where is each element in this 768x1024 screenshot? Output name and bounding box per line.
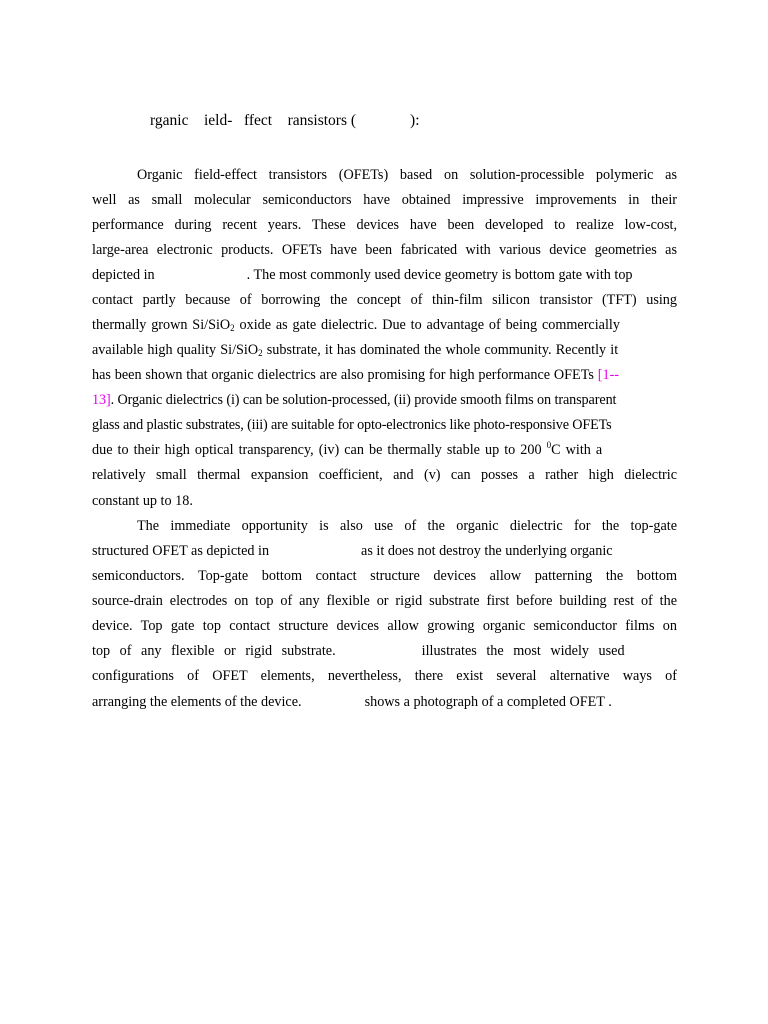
heading-part: ield- [203, 112, 233, 129]
heading-part: ): [410, 112, 420, 129]
heading-part: ransistors ( [287, 112, 357, 129]
paragraph-1-line-8 [92, 340, 677, 360]
text-run: has been shown that organic dielectrics are also promising for high performance OFETs [92, 367, 598, 383]
paragraph-1-line-11: glass and plastic substrates, (iii) are suitable for opto-electronics like photo-responsive OFETs [92, 417, 612, 433]
subscript: 2 [258, 348, 263, 358]
paragraph-1-line-12 [92, 440, 677, 460]
text-run: shows a photograph of a completed OFET . [364, 694, 612, 710]
text-run: . The most commonly used device geometry is bottom gate with top [246, 267, 633, 283]
paragraph-1-line-7 [92, 315, 677, 335]
paragraph-1-line-13: relatively small thermal expansion coefficient, and (v) can posses a rather high dielectric [92, 467, 677, 483]
paragraph-1-line-5 [92, 265, 677, 285]
paragraph-1-line-3: performance during recent years. These devices have been developed to realize low-cost, [92, 217, 677, 233]
paragraph-2-line-8 [92, 692, 677, 712]
text-run: . Organic dielectrics (i) can be solution-processed, (ii) provide smooth films on transparent [110, 392, 617, 408]
heading-part: ffect [243, 112, 273, 129]
section-heading [150, 111, 420, 131]
paragraph-1-line-4: large-area electronic products. OFETs have been fabricated with various device geometries as [92, 242, 677, 258]
paragraph-1-line-6: contact partly because of borrowing the concept of thin-film silicon transistor (TFT) using [92, 292, 677, 308]
citation-link[interactable]: [1-- [597, 367, 620, 383]
paragraph-2-line-2 [92, 541, 677, 561]
paragraph-2-line-7: configurations of OFET elements, nevertheless, there exist several alternative ways of [92, 668, 677, 684]
superscript: 0 [546, 440, 552, 450]
text-run: top of any flexible or rigid substrate. [92, 643, 336, 659]
paragraph-2-line-1: The immediate opportunity is also use of the organic dielectric for the top-gate [137, 518, 677, 534]
paragraph-1-line-10 [92, 390, 677, 410]
text-run: oxide as gate dielectric. Due to advantage of being commercially [234, 317, 620, 333]
paragraph-1-line-9 [92, 365, 677, 385]
paragraph-2-line-3: semiconductors. Top-gate bottom contact structure devices allow patterning the bottom [92, 568, 677, 584]
citation-link[interactable]: 13] [92, 392, 111, 408]
paragraph-2-line-6 [92, 641, 677, 661]
text-run: structured OFET as depicted in [92, 543, 270, 559]
text-run: depicted in [92, 267, 155, 283]
text-run: arranging the elements of the device. [92, 694, 302, 710]
text-run: due to their high optical transparency, (iv) can be thermally stable up to 200 [92, 442, 547, 458]
text-run: C with a [551, 442, 603, 458]
paragraph-2-line-4: source-drain electrodes on top of any flexible or rigid substrate first before building rest of the [92, 593, 677, 609]
subscript: 2 [230, 323, 235, 333]
text-run: thermally grown Si/SiO [92, 317, 231, 333]
heading-part: rganic [150, 112, 189, 129]
text-run: as it does not destroy the underlying organic [361, 543, 613, 559]
paragraph-1-line-2: well as small molecular semiconductors have obtained impressive improvements in their [92, 192, 677, 208]
text-run: available high quality Si/SiO [92, 342, 259, 358]
text-run: illustrates the most widely used [421, 643, 625, 659]
paragraph-1-line-14: constant up to 18. [92, 493, 193, 509]
paragraph-2-line-5: device. Top gate top contact structure devices allow growing organic semiconductor films on [92, 618, 677, 634]
text-run: substrate, it has dominated the whole community. Recently it [262, 342, 619, 358]
paragraph-1-line-1: Organic field-effect transistors (OFETs) based on solution-processible polymeric as [137, 167, 677, 183]
